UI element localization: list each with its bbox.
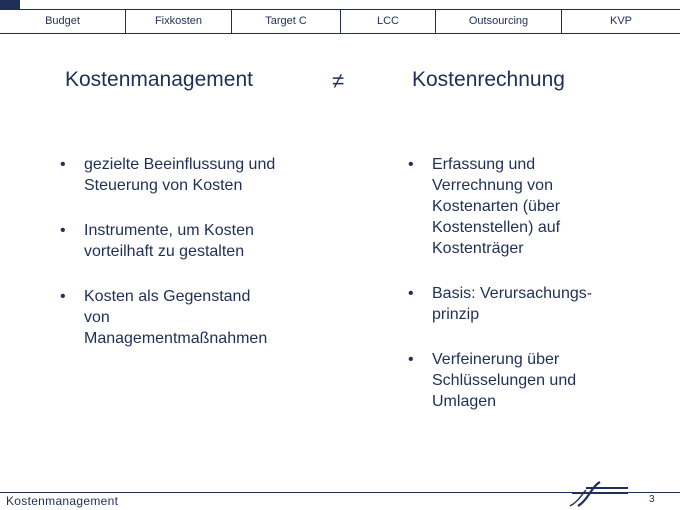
- nav-item-target-c[interactable]: Target C: [232, 9, 341, 33]
- list-item: [60, 286, 310, 349]
- right-bullet-list: [408, 154, 638, 412]
- nav-item-kvp[interactable]: KVP: [609, 15, 632, 27]
- footer-title: Kostenmanagement: [6, 494, 119, 508]
- list-item: [408, 349, 638, 412]
- list-item: [408, 154, 638, 259]
- left-bullet-list: [60, 154, 310, 349]
- not-equal-symbol: ≠: [332, 68, 345, 93]
- list-item: [60, 154, 310, 196]
- list-item-text: Verfeinerung über Schlüsselungen und Umlagen: [432, 351, 577, 410]
- brand-logo-icon: [568, 480, 632, 508]
- nav-item-outsourcing[interactable]: Outsourcing: [436, 9, 562, 33]
- left-heading: Kostenmanagement: [65, 68, 253, 91]
- list-item-text: Basis: Verursachungs- prinzip: [432, 285, 593, 323]
- nav-item-fixkosten[interactable]: Fixkosten: [126, 9, 232, 33]
- page-number: 3: [649, 494, 655, 505]
- list-item-text: Erfassung und Verrechnung von Kostenarten (über Kostenstellen) auf Kostenträger: [432, 156, 561, 257]
- bullet-dot: •: [60, 288, 66, 305]
- list-item-text: Instrumente, um Kosten vorteilhaft zu gestalten: [84, 222, 254, 260]
- nav-bottom-border: [0, 33, 680, 34]
- top-nav: [0, 0, 680, 34]
- list-item-text: gezielte Beeinflussung und Steuerung von Kosten: [84, 156, 276, 194]
- list-item: [408, 283, 638, 325]
- nav-item-lcc[interactable]: LCC: [341, 9, 436, 33]
- bullet-dot: •: [408, 156, 414, 173]
- bullet-dot: •: [60, 156, 66, 173]
- nav-item-budget[interactable]: Budget: [0, 9, 126, 33]
- bullet-dot: •: [408, 285, 414, 302]
- list-item-text: Kosten als Gegenstand von Managementmaßnahmen: [84, 288, 268, 347]
- bullet-dot: •: [408, 351, 414, 368]
- bullet-dot: •: [60, 222, 66, 239]
- right-heading: Kostenrechnung: [412, 68, 565, 91]
- list-item: [60, 220, 310, 262]
